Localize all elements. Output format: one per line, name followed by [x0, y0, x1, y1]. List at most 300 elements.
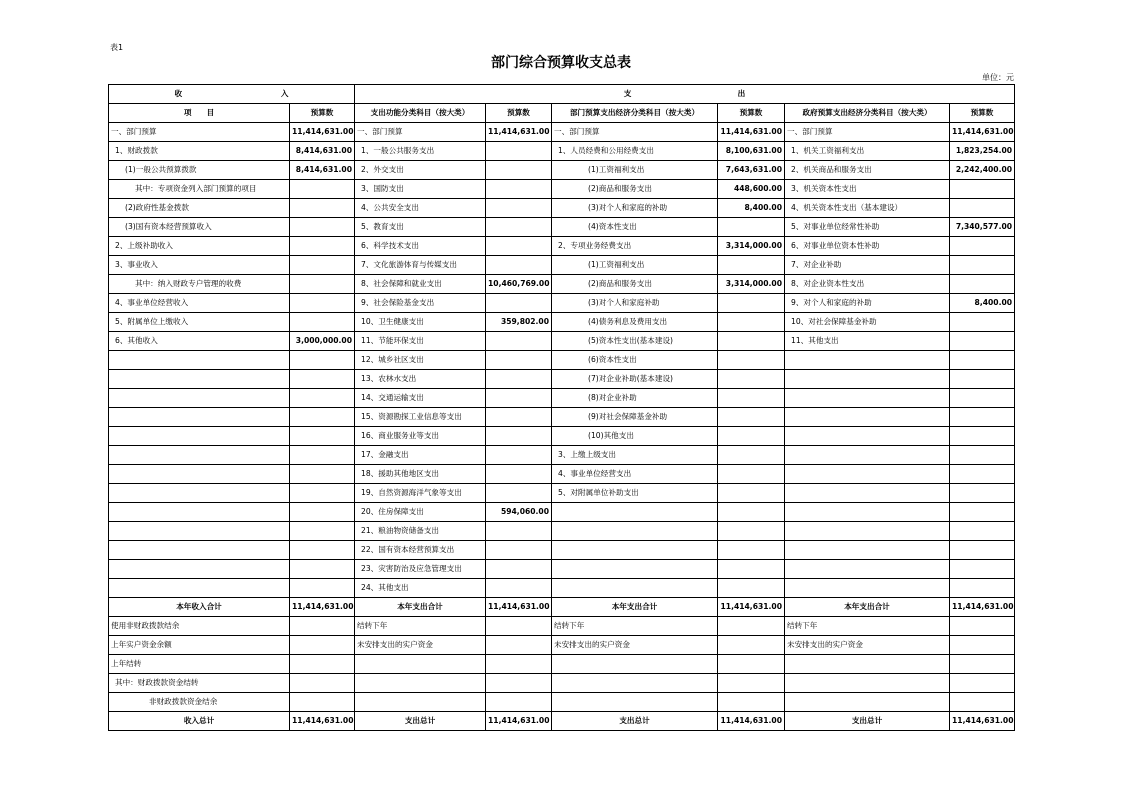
income-budget-cell [290, 199, 355, 218]
income-budget-cell: 11,414,631.00 [290, 123, 355, 142]
table-row [109, 218, 1015, 237]
func-budget-cell [486, 351, 552, 370]
table-row [109, 522, 1015, 541]
gov-item-cell: 结转下年 [785, 617, 950, 636]
income-budget-cell [290, 560, 355, 579]
gov-budget-cell [950, 522, 1015, 541]
gov-item-cell [785, 503, 950, 522]
income-item-cell [109, 370, 290, 389]
dept-item-cell: (1)工资福利支出 [552, 256, 718, 275]
table-row [109, 579, 1015, 598]
col-header-budget: 预算数 [486, 104, 552, 123]
unit-label: 单位：元 [982, 73, 1014, 82]
dept-item-cell [552, 522, 718, 541]
dept-budget-cell [718, 256, 785, 275]
gov-item-cell [785, 674, 950, 693]
col-header-gov: 政府预算支出经济分类科目（按大类） [785, 104, 950, 123]
income-budget-cell [290, 180, 355, 199]
gov-item-cell [785, 541, 950, 560]
gov-item-cell [785, 522, 950, 541]
income-budget-cell [290, 465, 355, 484]
income-item-cell [109, 484, 290, 503]
dept-budget-cell [718, 617, 785, 636]
dept-budget-cell [718, 484, 785, 503]
income-item-cell [109, 389, 290, 408]
gov-item-cell [785, 389, 950, 408]
income-item-cell: 其中：财政拨款资金结转 [109, 674, 290, 693]
dept-budget-cell [718, 427, 785, 446]
func-item-cell: 7、文化旅游体育与传媒支出 [355, 256, 486, 275]
func-item-cell: 未安排支出的实户资金 [355, 636, 486, 655]
income-item-cell: 上年实户资金余额 [109, 636, 290, 655]
dept-item-cell: 结转下年 [552, 617, 718, 636]
income-item-cell: 5、附属单位上缴收入 [109, 313, 290, 332]
income-item-cell: 使用非财政拨款结余 [109, 617, 290, 636]
gov-item-cell: 1、机关工资福利支出 [785, 142, 950, 161]
dept-item-cell: 1、人员经费和公用经费支出 [552, 142, 718, 161]
func-budget-cell: 11,414,631.00 [486, 123, 552, 142]
gov-item-cell: 一、部门预算 [785, 123, 950, 142]
income-budget-cell [290, 522, 355, 541]
income-total-label: 收入总计 [109, 712, 290, 731]
dept-item-cell: (9)对社会保障基金补助 [552, 408, 718, 427]
func-item-cell: 8、社会保障和就业支出 [355, 275, 486, 294]
table-row [109, 674, 1015, 693]
table-row [109, 655, 1015, 674]
gov-item-cell [785, 351, 950, 370]
func-item-cell: 1、一般公共服务支出 [355, 142, 486, 161]
dept-item-cell: 3、上缴上级支出 [552, 446, 718, 465]
func-item-cell: 24、其他支出 [355, 579, 486, 598]
func-budget-cell [486, 256, 552, 275]
func-budget-cell [486, 636, 552, 655]
col-header-budget: 预算数 [290, 104, 355, 123]
income-item-cell: 6、其他收入 [109, 332, 290, 351]
income-budget-cell [290, 256, 355, 275]
income-total-value: 11,414,631.00 [290, 598, 355, 617]
col-header-item: 项 目 [109, 104, 290, 123]
dept-budget-cell [718, 465, 785, 484]
table-row [109, 617, 1015, 636]
gov-budget-cell [950, 313, 1015, 332]
income-item-cell: (3)国有资本经营预算收入 [109, 218, 290, 237]
dept-budget-cell [718, 503, 785, 522]
dept-budget-cell [718, 408, 785, 427]
table-row [109, 541, 1015, 560]
table-row [109, 370, 1015, 389]
budget-summary-table [108, 84, 1015, 731]
gov-budget-cell [950, 332, 1015, 351]
func-budget-cell [486, 332, 552, 351]
func-budget-cell [486, 446, 552, 465]
table-row [109, 465, 1015, 484]
income-item-cell [109, 446, 290, 465]
table-row [109, 294, 1015, 313]
gov-item-cell [785, 465, 950, 484]
dept-budget-cell [718, 560, 785, 579]
gov-item-cell: 4、机关资本性支出（基本建设） [785, 199, 950, 218]
func-budget-cell [486, 541, 552, 560]
income-item-cell [109, 522, 290, 541]
func-item-cell: 6、科学技术支出 [355, 237, 486, 256]
table-row [109, 180, 1015, 199]
func-item-cell: 结转下年 [355, 617, 486, 636]
gov-item-cell [785, 560, 950, 579]
gov-item-cell [785, 484, 950, 503]
income-budget-cell [290, 484, 355, 503]
dept-budget-cell [718, 579, 785, 598]
func-budget-cell [486, 218, 552, 237]
dept-budget-cell [718, 218, 785, 237]
dept-item-cell: (4)资本性支出 [552, 218, 718, 237]
func-item-cell [355, 655, 486, 674]
gov-item-cell: 10、对社会保障基金补助 [785, 313, 950, 332]
gov-budget-cell [950, 579, 1015, 598]
func-item-cell: 23、灾害防治及应急管理支出 [355, 560, 486, 579]
col-header-budget: 预算数 [950, 104, 1015, 123]
gov-budget-cell [950, 199, 1015, 218]
expense-section-header: 支 出 [355, 85, 1015, 104]
gov-budget-cell [950, 693, 1015, 712]
dept-item-cell: (2)商品和服务支出 [552, 180, 718, 199]
func-budget-cell: 359,802.00 [486, 313, 552, 332]
gov-item-cell: 6、对事业单位资本性补助 [785, 237, 950, 256]
gov-item-cell: 2、机关商品和服务支出 [785, 161, 950, 180]
income-budget-cell [290, 693, 355, 712]
income-budget-cell [290, 427, 355, 446]
income-item-cell: 3、事业收入 [109, 256, 290, 275]
func-budget-cell [486, 693, 552, 712]
dept-item-cell: (8)对企业补助 [552, 389, 718, 408]
func-budget-cell [486, 579, 552, 598]
gov-budget-cell [950, 503, 1015, 522]
func-item-cell: 2、外交支出 [355, 161, 486, 180]
table-row [109, 161, 1015, 180]
gov-budget-cell [950, 465, 1015, 484]
dept-total-label: 支出总计 [552, 712, 718, 731]
func-budget-cell [486, 674, 552, 693]
table-row [109, 389, 1015, 408]
income-budget-cell [290, 218, 355, 237]
income-item-cell [109, 427, 290, 446]
gov-item-cell: 9、对个人和家庭的补助 [785, 294, 950, 313]
table-row [109, 142, 1015, 161]
func-item-cell: 19、自然资源海洋气象等支出 [355, 484, 486, 503]
func-budget-cell [486, 161, 552, 180]
table-row [109, 256, 1015, 275]
grand-total-row [109, 712, 1015, 731]
gov-budget-cell [950, 237, 1015, 256]
income-item-cell [109, 560, 290, 579]
dept-budget-cell [718, 332, 785, 351]
dept-item-cell: (1)工资福利支出 [552, 161, 718, 180]
gov-budget-cell: 7,340,577.00 [950, 218, 1015, 237]
income-item-cell [109, 579, 290, 598]
year-total-row [109, 598, 1015, 617]
func-total-label: 本年支出合计 [355, 598, 486, 617]
dept-budget-cell [718, 522, 785, 541]
dept-item-cell: (7)对企业补助(基本建设) [552, 370, 718, 389]
table-row [109, 351, 1015, 370]
gov-total-value: 11,414,631.00 [950, 712, 1015, 731]
gov-item-cell: 未安排支出的实户资金 [785, 636, 950, 655]
income-budget-cell [290, 294, 355, 313]
func-item-cell: 21、粮油物资储备支出 [355, 522, 486, 541]
func-total-value: 11,414,631.00 [486, 712, 552, 731]
dept-budget-cell: 7,643,631.00 [718, 161, 785, 180]
dept-item-cell: (3)对个人和家庭的补助 [552, 199, 718, 218]
table-row [109, 199, 1015, 218]
func-item-cell: 13、农林水支出 [355, 370, 486, 389]
gov-budget-cell [950, 484, 1015, 503]
gov-total-label: 本年支出合计 [785, 598, 950, 617]
func-item-cell: 12、城乡社区支出 [355, 351, 486, 370]
income-budget-cell [290, 674, 355, 693]
table-row [109, 693, 1015, 712]
gov-total-value: 11,414,631.00 [950, 598, 1015, 617]
func-item-cell: 20、住房保障支出 [355, 503, 486, 522]
table-row [109, 446, 1015, 465]
func-budget-cell [486, 465, 552, 484]
gov-item-cell [785, 446, 950, 465]
func-item-cell: 5、教育支出 [355, 218, 486, 237]
dept-budget-cell [718, 370, 785, 389]
gov-budget-cell [950, 351, 1015, 370]
func-budget-cell [486, 142, 552, 161]
table-row [109, 484, 1015, 503]
income-item-cell [109, 351, 290, 370]
income-budget-cell [290, 351, 355, 370]
gov-item-cell [785, 408, 950, 427]
income-budget-cell [290, 446, 355, 465]
dept-item-cell: (6)资本性支出 [552, 351, 718, 370]
income-item-cell [109, 541, 290, 560]
dept-item-cell [552, 541, 718, 560]
income-section-header: 收 入 [109, 85, 355, 104]
gov-budget-cell [950, 389, 1015, 408]
income-total-label: 本年收入合计 [109, 598, 290, 617]
gov-item-cell [785, 655, 950, 674]
dept-budget-cell [718, 294, 785, 313]
income-total-value: 11,414,631.00 [290, 712, 355, 731]
dept-item-cell [552, 579, 718, 598]
income-item-cell: 2、上级补助收入 [109, 237, 290, 256]
gov-budget-cell [950, 446, 1015, 465]
table-body [109, 123, 1015, 731]
gov-item-cell [785, 427, 950, 446]
dept-item-cell: 4、事业单位经营支出 [552, 465, 718, 484]
dept-total-value: 11,414,631.00 [718, 712, 785, 731]
income-item-cell [109, 465, 290, 484]
income-item-cell: (2)政府性基金拨款 [109, 199, 290, 218]
income-item-cell: 其中：专项资金列入部门预算的项目 [109, 180, 290, 199]
dept-budget-cell: 3,314,000.00 [718, 237, 785, 256]
gov-item-cell: 11、其他支出 [785, 332, 950, 351]
func-item-cell [355, 674, 486, 693]
func-budget-cell [486, 617, 552, 636]
dept-item-cell [552, 503, 718, 522]
dept-total-value: 11,414,631.00 [718, 598, 785, 617]
func-budget-cell: 10,460,769.00 [486, 275, 552, 294]
gov-budget-cell [950, 655, 1015, 674]
dept-budget-cell: 448,600.00 [718, 180, 785, 199]
table-row [109, 503, 1015, 522]
income-budget-cell [290, 655, 355, 674]
document-tag: 表1 [110, 43, 124, 52]
dept-total-label: 本年支出合计 [552, 598, 718, 617]
gov-item-cell: 7、对企业补助 [785, 256, 950, 275]
dept-item-cell: (10)其他支出 [552, 427, 718, 446]
gov-budget-cell [950, 408, 1015, 427]
gov-item-cell: 8、对企业资本性支出 [785, 275, 950, 294]
income-budget-cell [290, 313, 355, 332]
func-total-label: 支出总计 [355, 712, 486, 731]
income-budget-cell [290, 541, 355, 560]
table-row [109, 313, 1015, 332]
func-budget-cell [486, 522, 552, 541]
func-budget-cell [486, 389, 552, 408]
gov-total-label: 支出总计 [785, 712, 950, 731]
dept-item-cell: 未安排支出的实户资金 [552, 636, 718, 655]
dept-budget-cell [718, 655, 785, 674]
income-item-cell: 4、事业单位经营收入 [109, 294, 290, 313]
dept-item-cell [552, 674, 718, 693]
func-budget-cell [486, 484, 552, 503]
gov-budget-cell: 1,823,254.00 [950, 142, 1015, 161]
dept-item-cell [552, 693, 718, 712]
income-budget-cell [290, 503, 355, 522]
func-budget-cell [486, 199, 552, 218]
func-item-cell: 14、交通运输支出 [355, 389, 486, 408]
func-budget-cell [486, 408, 552, 427]
func-budget-cell [486, 180, 552, 199]
table-row [109, 636, 1015, 655]
dept-item-cell: 5、对附属单位补助支出 [552, 484, 718, 503]
income-budget-cell [290, 389, 355, 408]
gov-budget-cell [950, 256, 1015, 275]
dept-budget-cell: 3,314,000.00 [718, 275, 785, 294]
dept-budget-cell: 11,414,631.00 [718, 123, 785, 142]
income-item-cell: 上年结转 [109, 655, 290, 674]
func-item-cell: 22、国有资本经营预算支出 [355, 541, 486, 560]
dept-budget-cell [718, 693, 785, 712]
func-item-cell [355, 693, 486, 712]
dept-item-cell: (2)商品和服务支出 [552, 275, 718, 294]
gov-budget-cell: 11,414,631.00 [950, 123, 1015, 142]
income-item-cell: 其中：纳入财政专户管理的收费 [109, 275, 290, 294]
page-title: 部门综合预算收支总表 [491, 55, 631, 71]
gov-budget-cell [950, 427, 1015, 446]
gov-budget-cell [950, 617, 1015, 636]
dept-budget-cell [718, 313, 785, 332]
income-budget-cell [290, 370, 355, 389]
gov-budget-cell [950, 180, 1015, 199]
table-row [109, 427, 1015, 446]
gov-budget-cell: 2,242,400.00 [950, 161, 1015, 180]
dept-item-cell: (4)债务利息及费用支出 [552, 313, 718, 332]
gov-budget-cell: 8,400.00 [950, 294, 1015, 313]
income-item-cell: 一、部门预算 [109, 123, 290, 142]
table-row [109, 560, 1015, 579]
income-budget-cell: 8,414,631.00 [290, 142, 355, 161]
table-row [109, 332, 1015, 351]
gov-item-cell: 5、对事业单位经常性补助 [785, 218, 950, 237]
income-item-cell: 1、财政拨款 [109, 142, 290, 161]
dept-budget-cell: 8,100,631.00 [718, 142, 785, 161]
income-budget-cell: 3,000,000.00 [290, 332, 355, 351]
func-item-cell: 17、金融支出 [355, 446, 486, 465]
func-item-cell: 15、资源勘探工业信息等支出 [355, 408, 486, 427]
func-item-cell: 9、社会保险基金支出 [355, 294, 486, 313]
dept-item-cell: 一、部门预算 [552, 123, 718, 142]
func-item-cell: 11、节能环保支出 [355, 332, 486, 351]
income-budget-cell [290, 579, 355, 598]
dept-budget-cell [718, 674, 785, 693]
func-budget-cell [486, 655, 552, 674]
income-budget-cell [290, 275, 355, 294]
gov-budget-cell [950, 275, 1015, 294]
gov-item-cell [785, 370, 950, 389]
gov-item-cell: 3、机关资本性支出 [785, 180, 950, 199]
income-budget-cell [290, 617, 355, 636]
income-budget-cell: 8,414,631.00 [290, 161, 355, 180]
gov-budget-cell [950, 674, 1015, 693]
col-header-dept: 部门预算支出经济分类科目（按大类） [552, 104, 718, 123]
gov-budget-cell [950, 370, 1015, 389]
func-budget-cell: 594,060.00 [486, 503, 552, 522]
col-header-func: 支出功能分类科目（按大类） [355, 104, 486, 123]
func-budget-cell [486, 370, 552, 389]
income-budget-cell [290, 408, 355, 427]
table-row [109, 123, 1015, 142]
func-budget-cell [486, 294, 552, 313]
func-item-cell: 16、商业服务业等支出 [355, 427, 486, 446]
func-budget-cell [486, 560, 552, 579]
table-row [109, 275, 1015, 294]
dept-budget-cell: 8,400.00 [718, 199, 785, 218]
func-total-value: 11,414,631.00 [486, 598, 552, 617]
gov-budget-cell [950, 636, 1015, 655]
func-item-cell: 10、卫生健康支出 [355, 313, 486, 332]
dept-budget-cell [718, 389, 785, 408]
func-item-cell: 一、部门预算 [355, 123, 486, 142]
table-row [109, 237, 1015, 256]
dept-budget-cell [718, 541, 785, 560]
income-item-cell: 非财政拨款资金结余 [109, 693, 290, 712]
dept-budget-cell [718, 636, 785, 655]
income-item-cell: (1)一般公共预算拨款 [109, 161, 290, 180]
func-item-cell: 4、公共安全支出 [355, 199, 486, 218]
dept-item-cell: (5)资本性支出(基本建设) [552, 332, 718, 351]
dept-budget-cell [718, 351, 785, 370]
income-budget-cell [290, 636, 355, 655]
func-budget-cell [486, 237, 552, 256]
income-budget-cell [290, 237, 355, 256]
gov-budget-cell [950, 541, 1015, 560]
dept-budget-cell [718, 446, 785, 465]
dept-item-cell [552, 560, 718, 579]
dept-item-cell: 2、专项业务经费支出 [552, 237, 718, 256]
income-item-cell [109, 408, 290, 427]
func-item-cell: 18、援助其他地区支出 [355, 465, 486, 484]
dept-item-cell [552, 655, 718, 674]
gov-budget-cell [950, 560, 1015, 579]
gov-item-cell [785, 579, 950, 598]
income-item-cell [109, 503, 290, 522]
col-header-budget: 预算数 [718, 104, 785, 123]
table-row [109, 408, 1015, 427]
func-budget-cell [486, 427, 552, 446]
